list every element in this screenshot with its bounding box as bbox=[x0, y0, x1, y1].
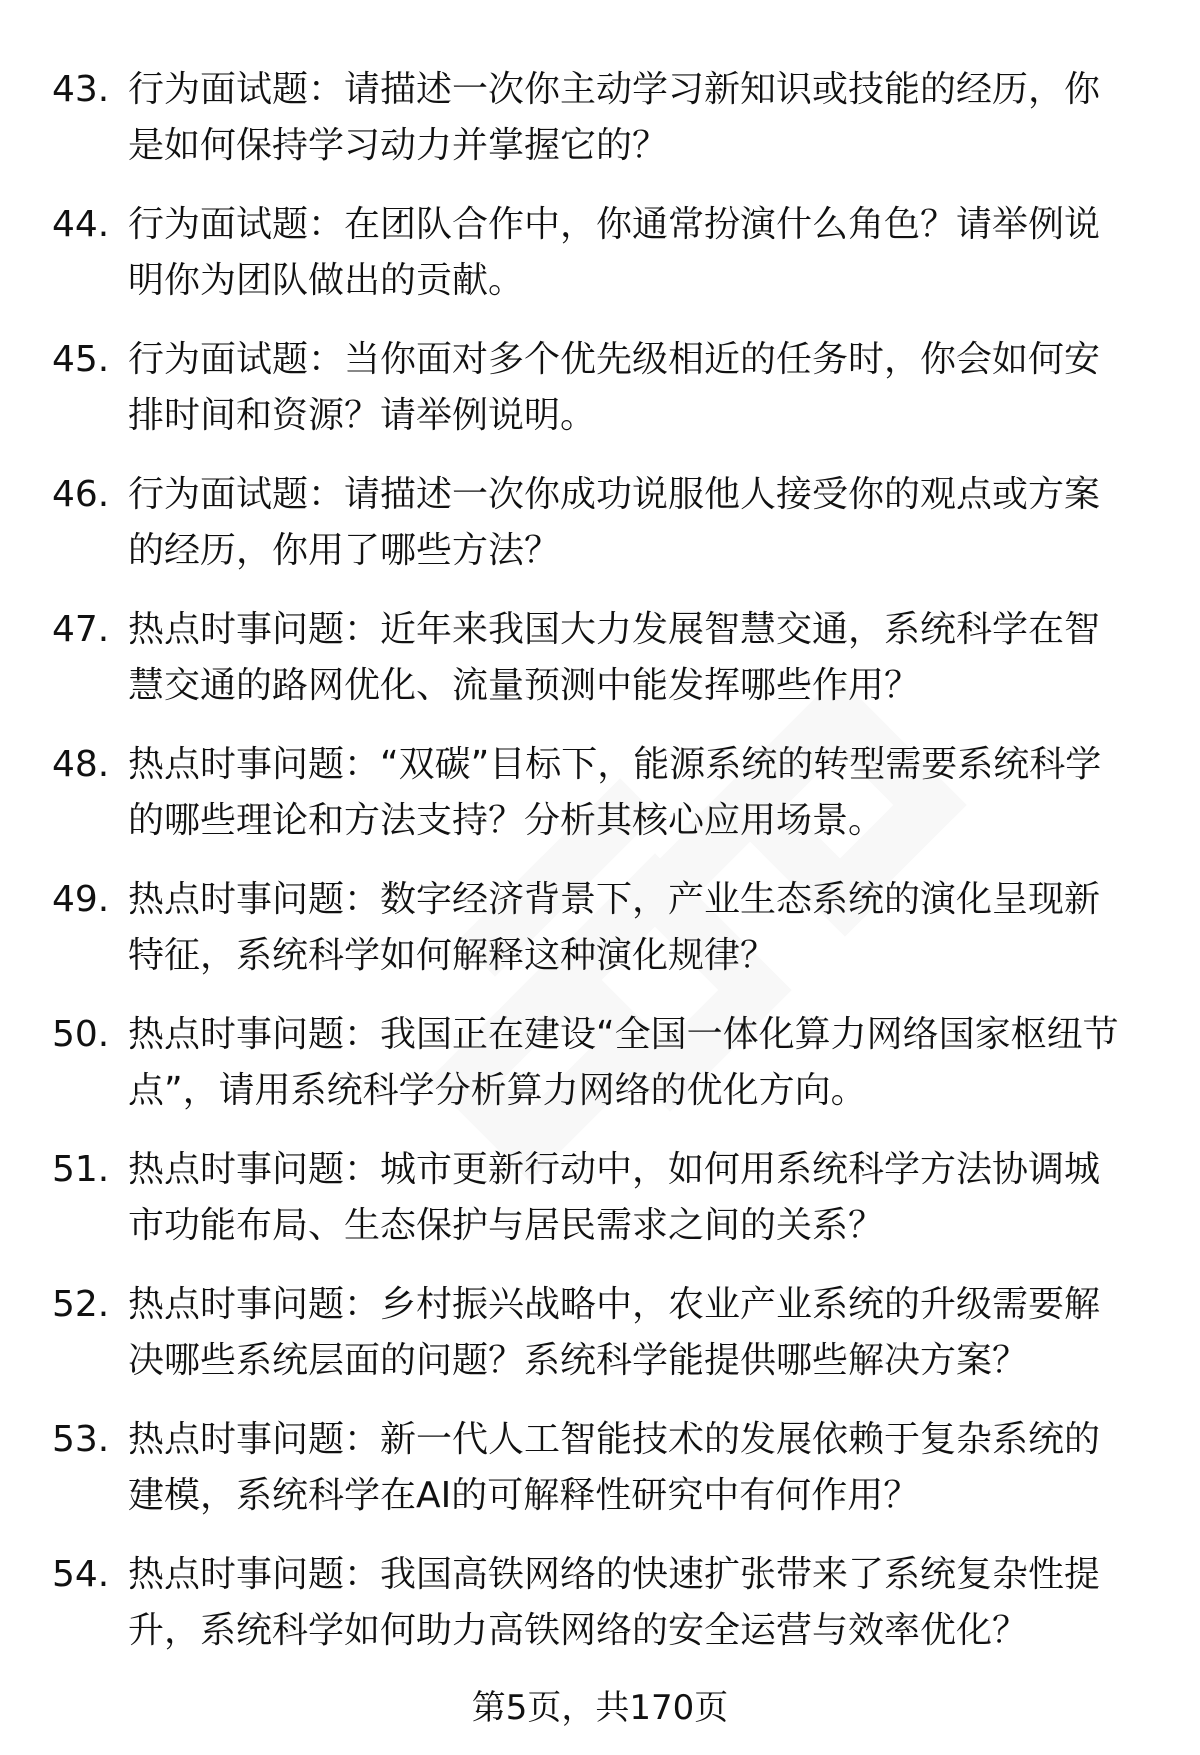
list-item bbox=[52, 62, 1132, 174]
list-item bbox=[52, 1142, 1132, 1254]
question-number: 52. bbox=[52, 1284, 110, 1325]
question-text: 热点时事问题：数字经济背景下，产业生态系统的演化呈现新特征，系统科学如何解释这种演化规律？ bbox=[128, 879, 1101, 976]
question-text: 热点时事问题：新一代人工智能技术的发展依赖于复杂系统的建模，系统科学在AI的可解释性研究中有何作用？ bbox=[128, 1419, 1101, 1516]
question-number: 47. bbox=[52, 609, 110, 650]
list-item bbox=[52, 1007, 1132, 1119]
list-item bbox=[52, 332, 1132, 444]
list-item bbox=[52, 1547, 1132, 1659]
question-text: 热点时事问题：我国高铁网络的快速扩张带来了系统复杂性提升，系统科学如何助力高铁网络的安全运营与效率优化？ bbox=[128, 1554, 1101, 1651]
question-list bbox=[52, 62, 1132, 1682]
question-number: 45. bbox=[52, 339, 110, 380]
question-text: 行为面试题：请描述一次你主动学习新知识或技能的经历，你是如何保持学习动力并掌握它的？ bbox=[128, 69, 1101, 166]
question-text: 热点时事问题：城市更新行动中，如何用系统科学方法协调城市功能布局、生态保护与居民需求之间的关系？ bbox=[128, 1149, 1101, 1246]
page-footer: 第5页，共170页 bbox=[471, 1688, 729, 1728]
list-item bbox=[52, 1277, 1132, 1389]
list-item bbox=[52, 1412, 1132, 1524]
question-number: 50. bbox=[52, 1014, 110, 1055]
question-text: 热点时事问题：我国正在建设“全国一体化算力网络国家枢纽节点”，请用系统科学分析算力网络的优化方向。 bbox=[128, 1014, 1119, 1111]
question-text: 热点时事问题：近年来我国大力发展智慧交通，系统科学在智慧交通的路网优化、流量预测中能发挥哪些作用？ bbox=[128, 609, 1101, 706]
question-text: 行为面试题：在团队合作中，你通常扮演什么角色？请举例说明你为团队做出的贡献。 bbox=[128, 204, 1101, 301]
question-text: 热点时事问题：乡村振兴战略中，农业产业系统的升级需要解决哪些系统层面的问题？系统科学能提供哪些解决方案？ bbox=[128, 1284, 1101, 1381]
list-item bbox=[52, 197, 1132, 309]
question-number: 48. bbox=[52, 744, 110, 785]
list-item bbox=[52, 872, 1132, 984]
question-text: 行为面试题：请描述一次你成功说服他人接受你的观点或方案的经历，你用了哪些方法？ bbox=[128, 474, 1101, 571]
list-item bbox=[52, 467, 1132, 579]
list-item bbox=[52, 737, 1132, 849]
question-number: 51. bbox=[52, 1149, 110, 1190]
question-text: 行为面试题：当你面对多个优先级相近的任务时，你会如何安排时间和资源？请举例说明。 bbox=[128, 339, 1101, 436]
question-number: 46. bbox=[52, 474, 110, 515]
list-item bbox=[52, 602, 1132, 714]
question-number: 49. bbox=[52, 879, 110, 920]
question-number: 54. bbox=[52, 1554, 110, 1595]
question-number: 44. bbox=[52, 204, 110, 245]
question-number: 53. bbox=[52, 1419, 110, 1460]
question-number: 43. bbox=[52, 69, 110, 110]
question-text: 热点时事问题：“双碳”目标下，能源系统的转型需要系统科学的哪些理论和方法支持？分析其核心应用场景。 bbox=[128, 744, 1102, 841]
